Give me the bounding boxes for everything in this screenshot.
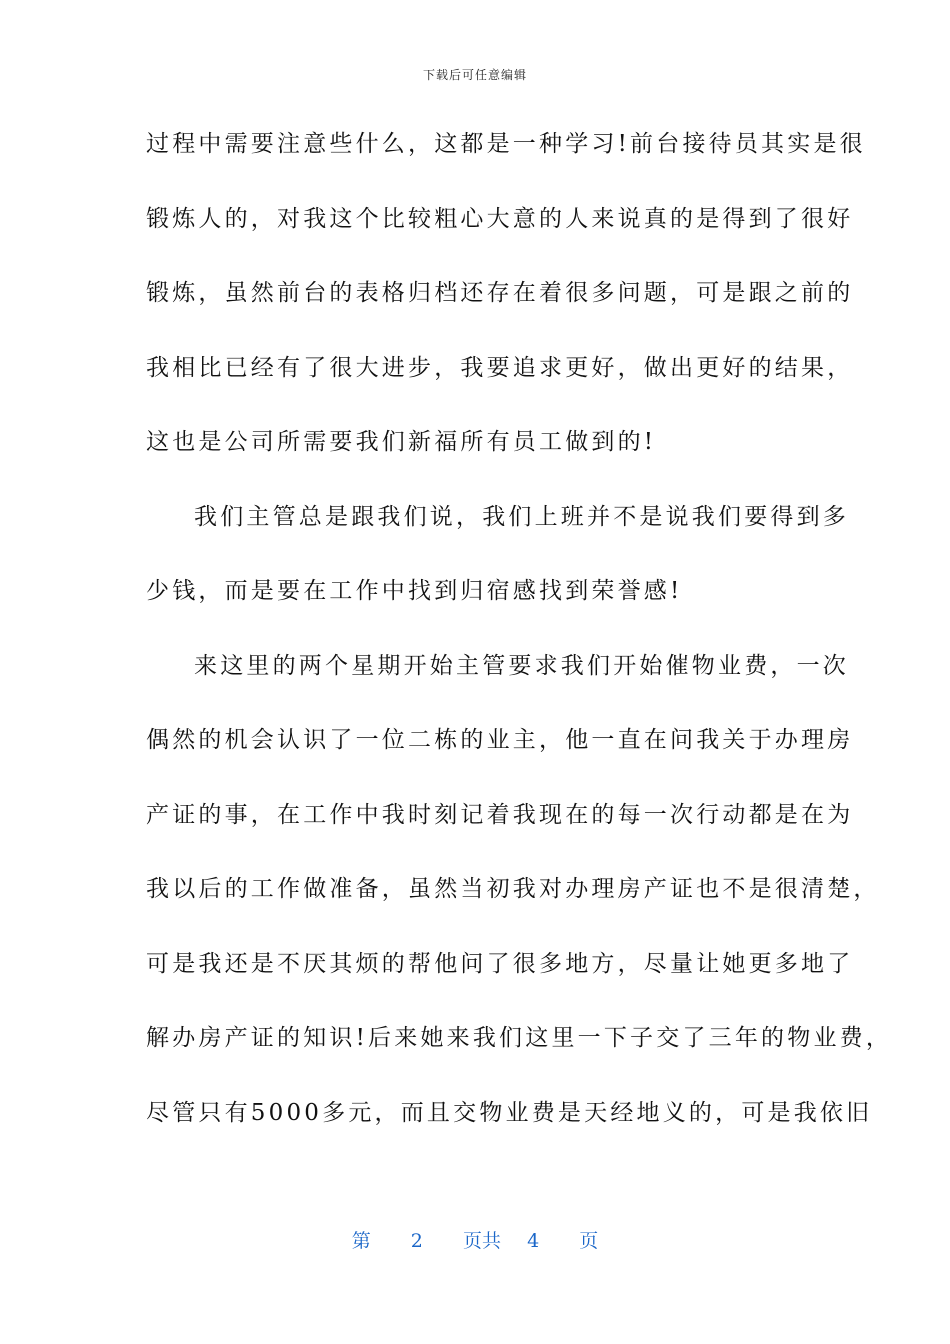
text-line: 锻炼，虽然前台的表格归档还存在着很多问题，可是跟之前的 <box>146 280 854 306</box>
document-body <box>146 124 893 1167</box>
paragraph-start-line: 我们主管总是跟我们说，我们上班并不是说我们要得到多 <box>194 503 849 530</box>
current-page-number: 2 <box>410 1230 423 1252</box>
page-label-suffix: 页 <box>579 1230 599 1252</box>
total-pages-number: 4 <box>527 1230 540 1252</box>
text-line: 我以后的工作做准备，虽然当初我对办理房产证也不是很清楚， <box>146 876 880 902</box>
page-header: 下载后可任意编辑 <box>422 68 527 82</box>
text-line: 偶然的机会认识了一位二栋的业主，他一直在问我关于办理房 <box>146 727 854 753</box>
paragraph-start-line: 来这里的两个星期开始主管要求我们开始催物业费，一次 <box>194 652 849 679</box>
page-label-prefix: 第 <box>351 1230 371 1252</box>
page-footer <box>0 1226 950 1253</box>
text-line: 过程中需要注意些什么，这都是一种学习!前台接待员其实是很 <box>146 131 866 157</box>
text-line: 我相比已经有了很大进步，我要追求更好，做出更好的结果， <box>146 354 854 381</box>
text-line: 锻炼人的，对我这个比较粗心大意的人来说真的是得到了很好 <box>146 205 854 232</box>
text-line: 少钱，而是要在工作中找到归宿感找到荣誉感! <box>146 578 683 604</box>
text-line: 产证的事，在工作中我时刻记着我现在的每一次行动都是在为 <box>146 801 854 828</box>
text-line: 解办房产证的知识!后来她来我们这里一下子交了三年的物业费， <box>146 1025 893 1051</box>
text-line: 这也是公司所需要我们新福所有员工做到的! <box>146 429 657 455</box>
text-line: 可是我还是不厌其烦的帮他问了很多地方，尽量让她更多地了 <box>146 950 854 977</box>
page-label-middle: 页共 <box>462 1230 501 1252</box>
text-line: 尽管只有5000多元，而且交物业费是天经地义的，可是我依旧 <box>146 1099 873 1126</box>
